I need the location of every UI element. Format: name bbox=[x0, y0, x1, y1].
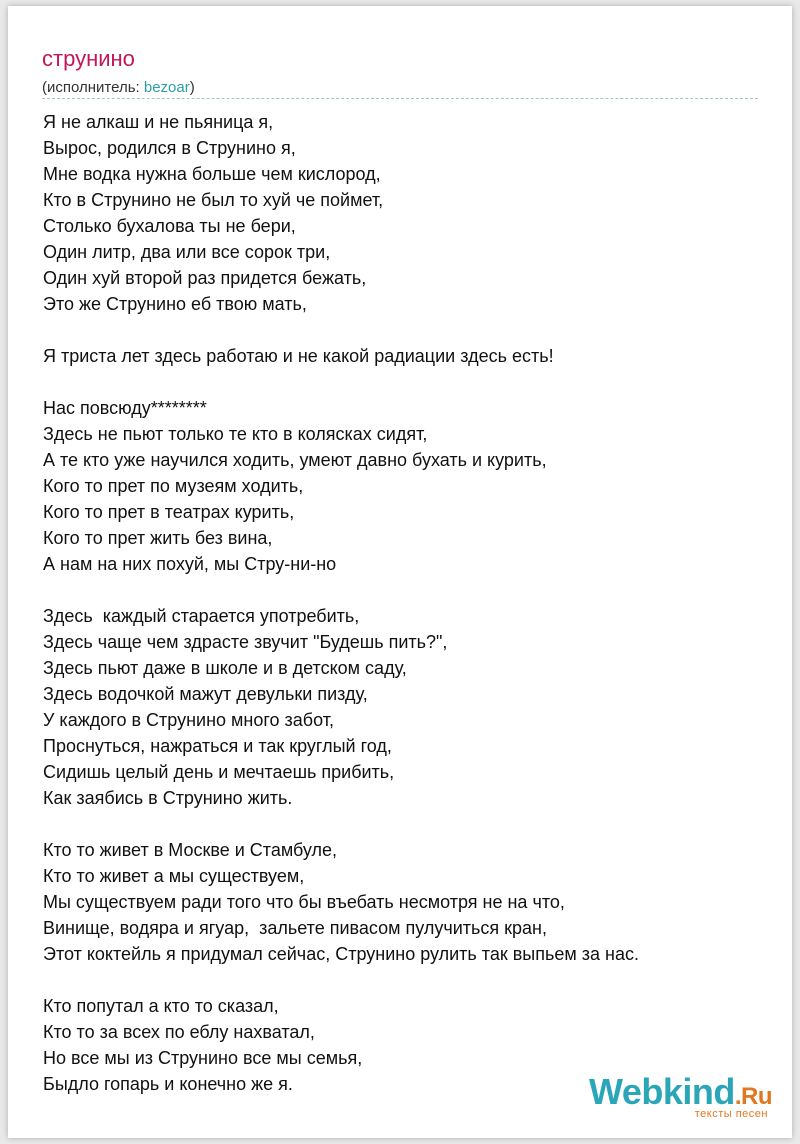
lyrics-stanza bbox=[43, 343, 763, 369]
lyrics-stanza bbox=[43, 603, 763, 811]
lyrics-line: Сидишь целый день и мечтаешь прибить, bbox=[43, 762, 395, 782]
lyrics-line: Нас повсюду******** bbox=[43, 398, 207, 418]
lyrics-stanza bbox=[43, 109, 763, 317]
lyrics-line: Быдло гопарь и конечно же я. bbox=[43, 1074, 293, 1094]
lyrics-line: Проснуться, нажраться и так круглый год, bbox=[43, 736, 392, 756]
lyrics-line: А нам на них похуй, мы Стру-ни-но bbox=[43, 554, 337, 574]
lyrics-stanza bbox=[43, 837, 763, 967]
lyrics-body bbox=[43, 109, 763, 1097]
lyrics-line: Здесь каждый старается употребить, bbox=[43, 606, 360, 626]
lyrics-stanza bbox=[43, 395, 763, 577]
lyrics-line: Здесь не пьют только те кто в колясках сидят, bbox=[43, 424, 428, 444]
artist-link[interactable]: bezoar bbox=[143, 79, 190, 96]
lyrics-line: Здесь водочкой мажут девульки пизду, bbox=[43, 684, 368, 704]
lyrics-line: Этот коктейль я придумал сейчас, Струнино рулить так выпьем за нас. bbox=[43, 944, 639, 964]
lyrics-line: Кого то прет жить без вина, bbox=[43, 528, 273, 548]
lyrics-line: Как заябись в Струнино жить. bbox=[43, 788, 293, 808]
divider bbox=[42, 98, 758, 99]
artist-line bbox=[42, 78, 195, 98]
lyrics-line: Кто то за всех по еблу нахватал, bbox=[43, 1022, 315, 1042]
lyrics-line: Кого то прет по музеям ходить, bbox=[43, 476, 304, 496]
logo-tld: .Ru bbox=[734, 1083, 772, 1110]
lyrics-line: Столько бухалова ты не бери, bbox=[43, 216, 296, 236]
lyrics-line: Здесь чаще чем здрасте звучит "Будешь пить?", bbox=[43, 632, 448, 652]
lyrics-line: Кто попутал а кто то сказал, bbox=[43, 996, 279, 1016]
artist-prefix: (исполнитель: bbox=[42, 79, 144, 96]
lyrics-line: Вырос, родился в Струнино я, bbox=[43, 138, 296, 158]
lyrics-line: А те кто уже научился ходить, умеют давно бухать и курить, bbox=[43, 450, 547, 470]
lyrics-line: Я триста лет здесь работаю и не какой радиации здесь есть! bbox=[43, 346, 554, 366]
lyrics-line: Кто то живет а мы существуем, bbox=[43, 866, 305, 886]
logo-subtitle: тексты песен bbox=[694, 1108, 768, 1120]
lyrics-line: У каждого в Струнино много забот, bbox=[43, 710, 334, 730]
lyrics-line: Один литр, два или все сорок три, bbox=[43, 242, 331, 262]
artist-suffix: ) bbox=[189, 79, 195, 96]
song-title: струнино bbox=[42, 46, 135, 71]
lyrics-line: Я не алкаш и не пьяница я, bbox=[43, 112, 274, 132]
lyrics-page bbox=[8, 6, 792, 1138]
lyrics-line: Кто в Струнино не был то хуй че поймет, bbox=[43, 190, 384, 210]
lyrics-line: Здесь пьют даже в школе и в детском саду, bbox=[43, 658, 407, 678]
lyrics-line: Это же Струнино еб твою мать, bbox=[43, 294, 307, 314]
lyrics-line: Кого то прет в театрах курить, bbox=[43, 502, 295, 522]
lyrics-line: Но все мы из Струнино все мы семья, bbox=[43, 1048, 363, 1068]
logo-brand: Webkind bbox=[588, 1071, 735, 1112]
lyrics-line: Винище, водяра и ягуар, зальете пивасом пулучиться кран, bbox=[43, 918, 547, 938]
lyrics-line: Кто то живет в Москве и Стамбуле, bbox=[43, 840, 338, 860]
site-logo[interactable] bbox=[572, 1072, 772, 1122]
lyrics-line: Мы существуем ради того что бы въебать несмотря не на что, bbox=[43, 892, 565, 912]
lyrics-line: Один хуй второй раз придется бежать, bbox=[43, 268, 367, 288]
lyrics-line: Мне водка нужна больше чем кислород, bbox=[43, 164, 381, 184]
